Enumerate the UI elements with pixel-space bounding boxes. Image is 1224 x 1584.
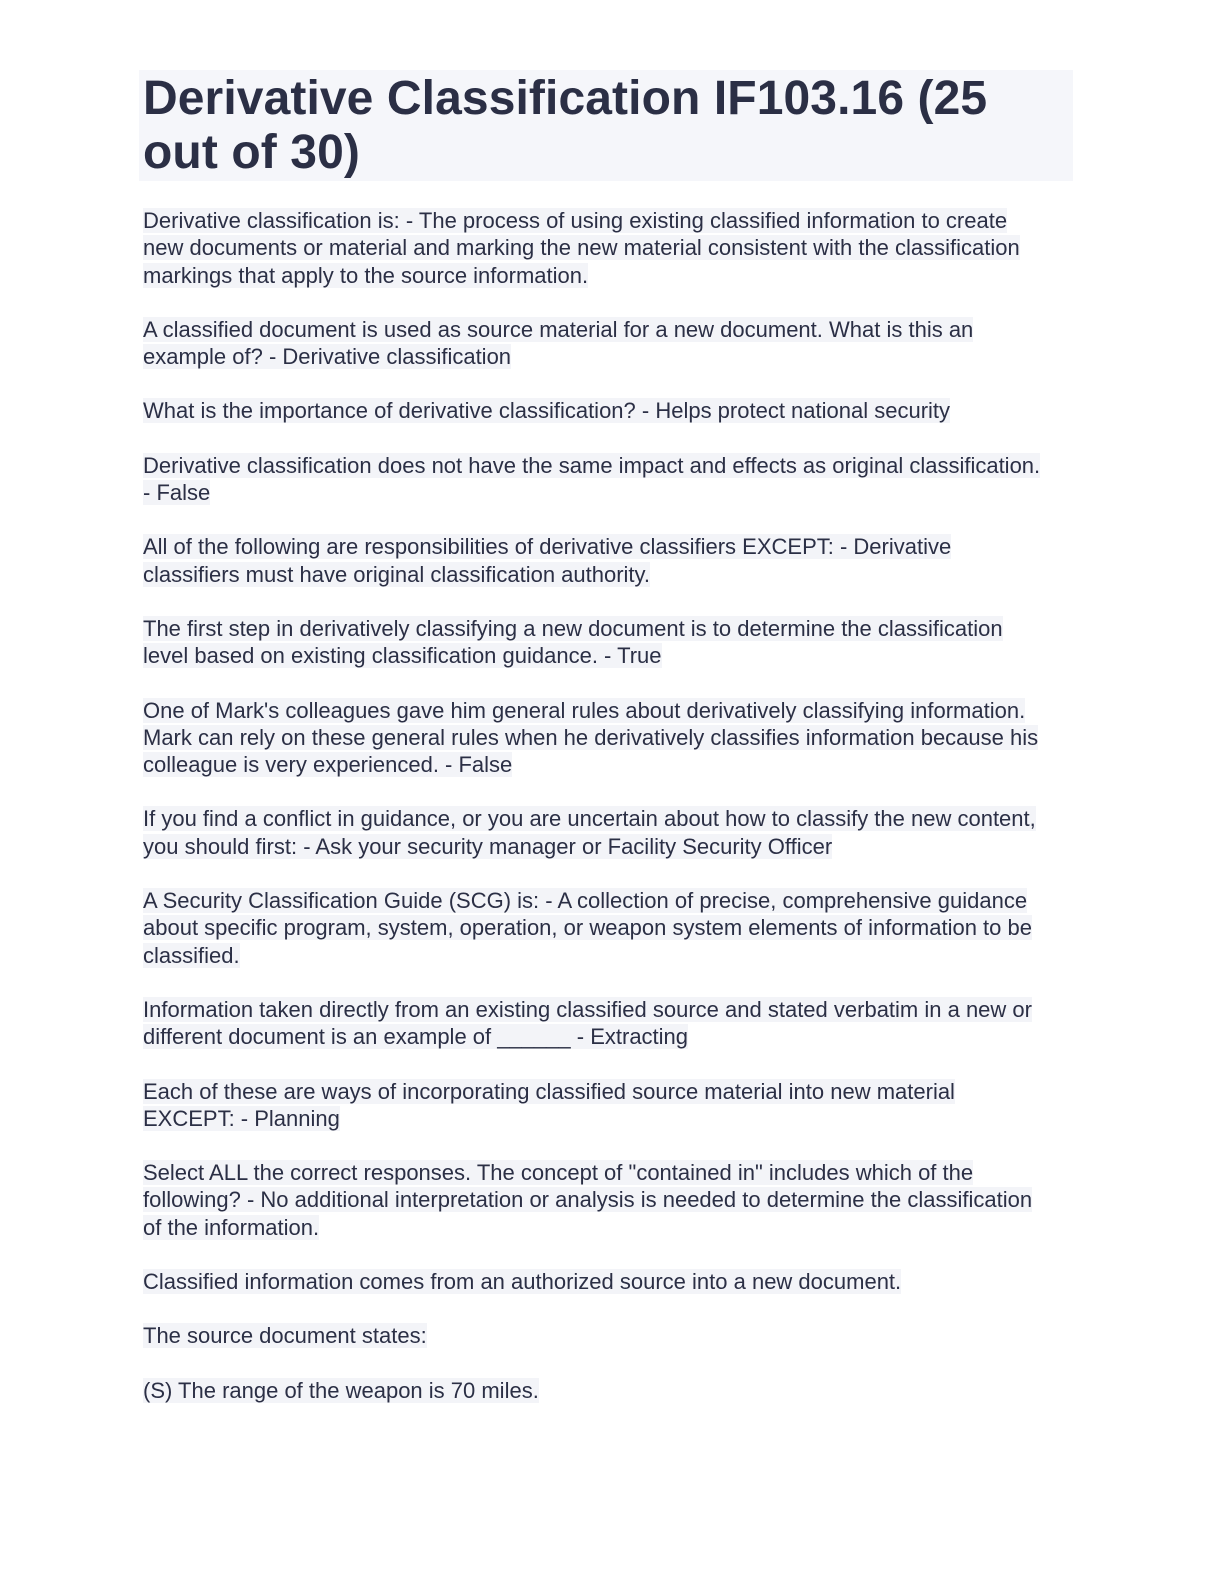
paragraph: (S) The range of the weapon is 70 miles.: [143, 1377, 539, 1403]
paragraph: The first step in derivatively classifying a new document is to determine the classification level based on existing classification guidance. - True: [143, 615, 1003, 669]
paragraph: What is the importance of derivative classification? - Helps protect national security: [143, 398, 951, 424]
paragraph: Derivative classification does not have the same impact and effects as original classification. - False: [143, 452, 1041, 506]
paragraph: A classified document is used as source material for a new document. What is this an example of? - Derivative classification: [143, 316, 974, 370]
paragraph: Select ALL the correct responses. The concept of "contained in" includes which of the following? - No additional interpretation or analysis is needed to determine the classification of the information.: [143, 1160, 1033, 1240]
document-body: [143, 207, 1043, 1431]
paragraph: Derivative classification is: - The process of using existing classified information to create new documents or material and marking the new material consistent with the classification markings that apply to the source information.: [143, 208, 1020, 288]
paragraph: All of the following are responsibilities of derivative classifiers EXCEPT: - Derivative classifiers must have original classification authority.: [143, 534, 952, 587]
title-block: [139, 70, 1073, 181]
paragraph: Information taken directly from an existing classified source and stated verbatim in a new or different document is an example of ______ - Extracting: [143, 996, 1032, 1050]
paragraph: The source document states:: [143, 1323, 427, 1349]
paragraph: One of Mark's colleagues gave him general rules about derivatively classifying information. Mark can rely on these general rules when he derivatively classifies information because his colleague is very experienced. - False: [143, 697, 1039, 778]
paragraph: A Security Classification Guide (SCG) is: - A collection of precise, comprehensive guidance about specific program, system, operation, or weapon system elements of information to be classified.: [143, 888, 1032, 968]
page-title: Derivative Classification IF103.16 (25 out of 30): [143, 72, 988, 179]
paragraph: Each of these are ways of incorporating classified source material into new material EXCEPT: - Planning: [143, 1078, 955, 1131]
paragraph: Classified information comes from an authorized source into a new document.: [143, 1269, 902, 1295]
paragraph: If you find a conflict in guidance, or you are uncertain about how to classify the new content, you should first: - Ask your security manager or Facility Security Officer: [143, 806, 1036, 859]
